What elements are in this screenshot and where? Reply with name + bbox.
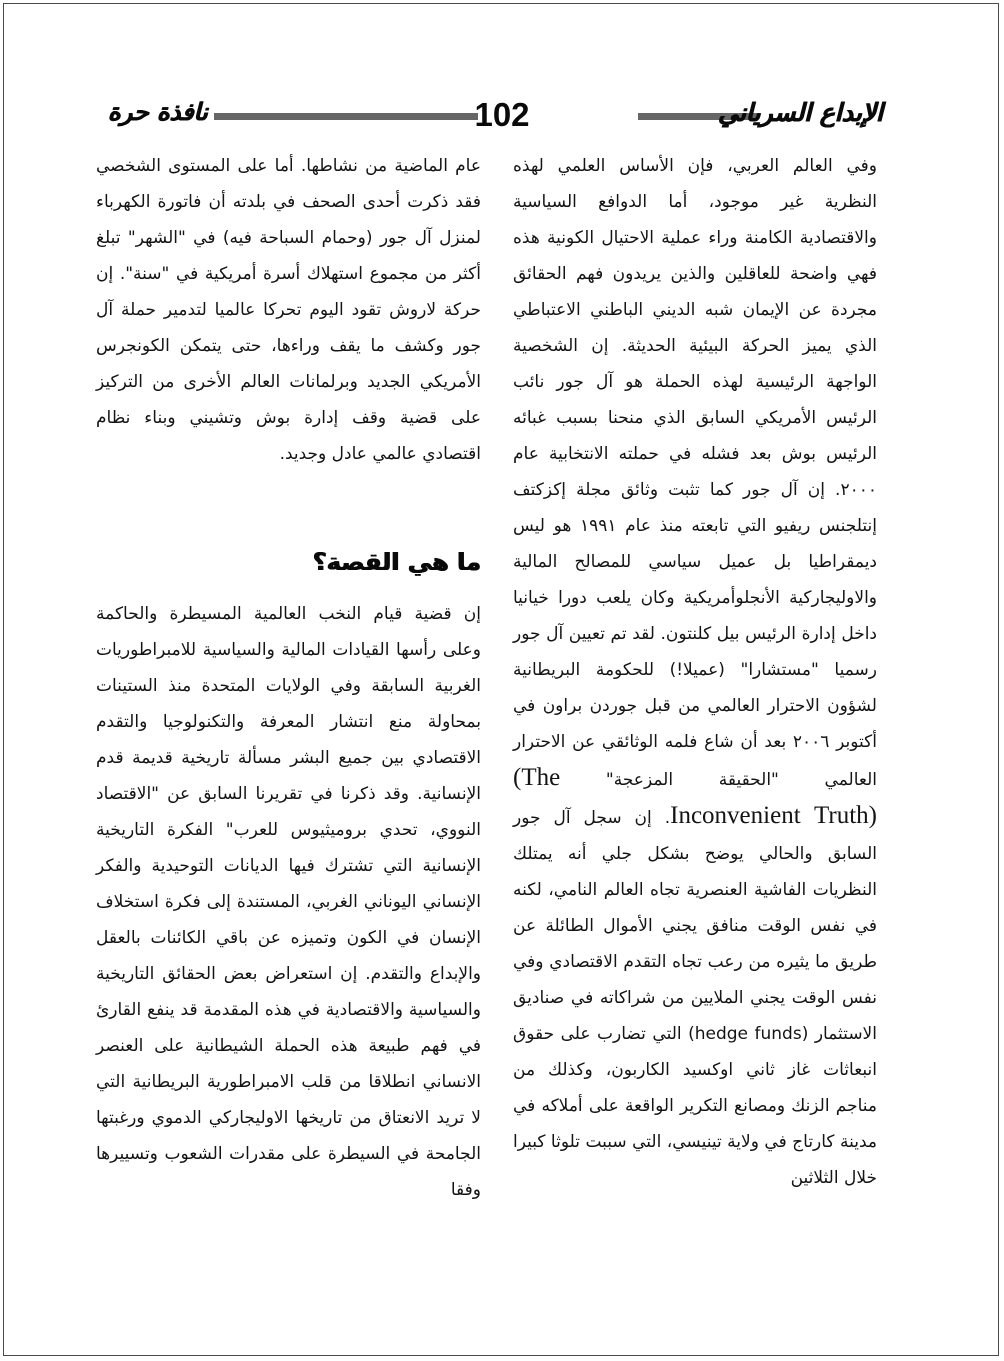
left-column-paragraph-2: إن قضية قيام النخب العالمية المسيطرة والحاكمة وعلى رأسها القيادات المالية والسياسية للامبراطوريات الغربية السابقة وفي الولايات المتحدة منذ الستينات بمحاولة منع انتشار المعرفة والتكنولوجيا والتقدم الاقتصادي بين جميع البشر مسألة تاريخية قديمة قدم الإنسانية. وقد ذكرنا في تقريرنا السابق عن "الاقتصاد النووي، تحدي بروميثيوس للعرب" الفكرة التاريخية الإنسانية التي تشترك فيها الديانات التوحيدية والفكر الإنساني اليوناني الغربي، المستندة إلى فكرة استخلاف الإنسان في الكون وتميزه عن باقي الكائنات بالعقل والإبداع والتقدم. إن استعراض بعض الحقائق التاريخية والسياسية والاقتصادية في هذه المقدمة قد ينفع القارئ في فهم طبيعة هذه الحملة الشيطانية على العنصر الانساني انطلاقا من قلب الامبراطورية البريطانية التي لا تريد الانعتاق من تاريخها الاوليجاركي الدموي ورغبتها الجامحة في السيطرة على مقدرات الشعوب وتسييرها وفقا bbox=[96, 604, 481, 1200]
right-column-text-part-1: وفي العالم العربي، فإن الأساس العلمي لهذه النظرية غير موجود، أما الدوافع السياسية والاقتصادية الكامنة وراء عملية الاحتيال الكونية هذه فهي واضحة للعاقلين والذين يريدون فهم الحقائق مجردة عن الإيمان شبه الديني الباطني الاعتباطي الذي يميز الحركة البيئية الحديثة. إن الشخصية الواجهة الرئيسية لهذه الحملة هو آل جور نائب الرئيس الأمريكي السابق الذي منحنا بسبب غبائه الرئيس بوش بعد فشله في حملته الانتخابية عام ٢٠٠٠. إن آل جور كما تثبت وثائق مجلة إكزكتف إنتلجنس ريفيو التي تابعته منذ عام ١٩٩١ هو ليس ديمقراطيا بل عميل سياسي للمصالح المالية والاوليجاركية الأنجلوأمريكية وكان يلعب دورا خيانيا داخل إدارة الرئيس بيل كلنتون. لقد تم تعيين آل جور رسميا "مستشارا" (عميلا!) للحكومة البريطانية لشؤون الاحترار العالمي من قبل جوردن براون في أكتوبر ٢٠٠٦ بعد أن شاع فلمه الوثائقي عن الاحترار العالمي "الحقيقة المزعجة" bbox=[513, 156, 878, 790]
right-column-text-part-2: . إن سجل آل جور السابق والحالي يوضح بشكل جلي أنه يمتلك النظريات الفاشية العنصرية تجاه العالم النامي، لكنه في نفس الوقت منافق يجني الأموال الطائلة عن طريق ما يثيره من رعب تجاه التقدم الاقتصادي وفي نفس الوقت يجني الملايين من شراكاته في صناديق الاستثمار (hedge funds) التي تضارب على حقوق انبعاثات غاز ثاني اوكسيد الكاربون، وكذلك من مناجم الزنك ومصانع التكرير الواقعة على أملاكه في مدينة كارتاج في ولاية تينيسي، التي سببت تلوثا كبيرا خلال الثلاثين bbox=[513, 808, 877, 1188]
magazine-title: الإبداع السرياني bbox=[718, 98, 883, 127]
page-header bbox=[96, 96, 883, 136]
subheading-text: ما هي القصة؟ bbox=[312, 548, 481, 576]
section-subheading bbox=[96, 548, 481, 584]
latin-film-title: (The Inconvenient Truth) bbox=[513, 764, 877, 829]
section-name: نافذة حرة bbox=[108, 98, 208, 126]
left-column-paragraph-1: عام الماضية من نشاطها. أما على المستوى الشخصي فقد ذكرت أحدى الصحف في بلدته أن فاتورة الكهرباء لمنزل آل جور (وحمام السباحة فيه) في "الشهر" تبلغ أكثر من مجموع استهلاك أسرة أمريكية في "سنة". إن حركة لاروش تقود اليوم تحركا عالميا لتدمير حملة آل جور وكشف ما يقف وراءها، حتى يتمكن الكونجرس الأمريكي الجديد وبرلمانات العالم الأخرى من التركيز على قضية وقف إدارة بوش وتشيني وبناء نظام اقتصادي عالمي عادل وجديد. bbox=[96, 156, 481, 464]
right-column-text bbox=[513, 148, 877, 1196]
header-rule-left bbox=[214, 113, 478, 120]
page-number: 102 bbox=[474, 96, 530, 133]
